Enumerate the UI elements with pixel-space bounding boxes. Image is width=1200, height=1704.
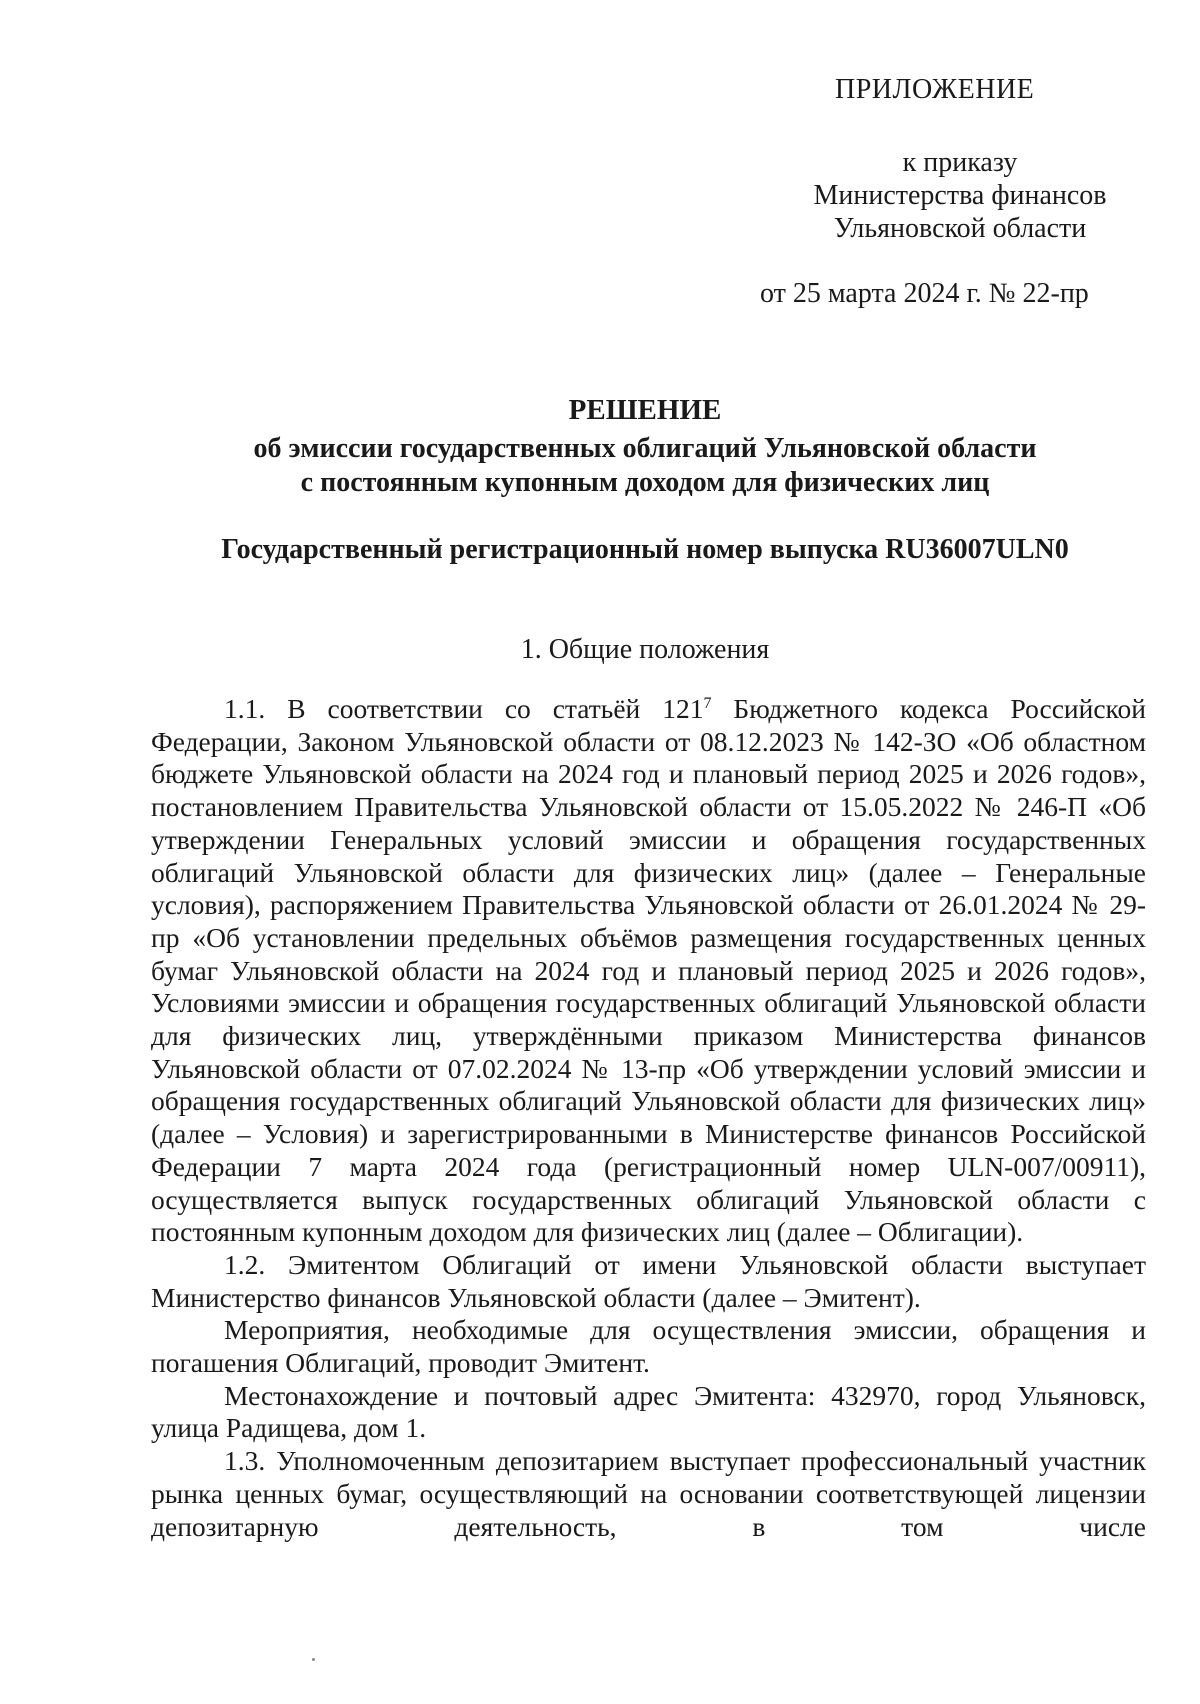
paragraph-1-1 [151, 693, 1146, 1249]
paragraph-1-2-measures: Мероприятия, необходимые для осуществления эмиссии, обращения и погашения Облигаций, проводит Эмитент. [151, 1314, 1146, 1379]
document-body [151, 693, 1146, 1543]
decision-title: РЕШЕНИЕ [568, 394, 722, 426]
paragraph-1-2-address: Местонахождение и почтовый адрес Эмитента: 432970, город Ульяновск, улица Радищева, дом 1. [151, 1379, 1146, 1444]
section-heading: 1. Общие положения [520, 634, 770, 665]
article-superscript: 7 [703, 694, 712, 712]
paragraph-1-3: 1.3. Уполномоченным депозитарием выступает профессиональный участник рынка ценных бумаг, осуществляющий на основании соответствующей лицензии депозитарную деятельность, в том числе [151, 1445, 1146, 1542]
order-date: от 25 марта 2024 г. № 22-пр [760, 278, 1089, 309]
decision-subtitle [0, 432, 1200, 500]
appendix-title: ПРИЛОЖЕНИЕ [835, 74, 1035, 105]
scan-speck [312, 1658, 315, 1661]
paragraph-1-1-rest: Бюджетного кодекса Российской Федерации, Законом Ульяновской области от 08.12.2023 № 142-ЗО «Об областном бюджете Ульяновской области на 2024 год и плановый период 2025 и 2026 годов», постановлением Правительства Ульяновской области от 15.05.2022 № 246-П «Об утверждении Генеральных условий эмиссии и обращения государственных облигаций Ульяновской области для физических лиц» (далее – Генеральные условия), распоряжением Правительства Ульяновской области от 26.01.2024 № 29-пр «Об установлении предельных объёмов размещения государственных ценных бумаг Ульяновской области на 2024 год и плановый период 2025 и 2026 годов», Условиями эмиссии и обращения государственных облигаций Ульяновской области для физических лиц, утверждёнными приказом Министерства финансов Ульяновской области от 07.02.2024 № 13-пр «Об утверждении условий эмиссии и обращения государственных облигаций Ульяновской области для физических лиц» (далее – Условия) и зарегистрированными в Министерстве финансов Российской Федерации 7 марта 2024 года (регистрационный номер ULN-007/00911), осуществляется выпуск государственных облигаций Ульяновской области с постоянным купонным доходом для физических лиц (далее – Облигации). [151, 693, 1146, 1248]
subtitle-line: с постоянным купонным доходом для физических лиц [300, 467, 990, 498]
order-line: Министерства финансов [813, 180, 1107, 211]
paragraph-1-1-start: 1.1. В соответствии со статьёй 121 [224, 693, 704, 724]
order-line: к приказу [902, 147, 1018, 178]
paragraph-1-2: 1.2. Эмитентом Облигаций от имени Ульяновской области выступает Министерство финансов Ульяновской области (далее – Эмитент). [151, 1248, 1146, 1313]
order-line: Ульяновской области [833, 213, 1087, 244]
order-reference [760, 146, 1160, 245]
subtitle-line: об эмиссии государственных облигаций Ульяновской области [253, 433, 1037, 464]
registration-number: Государственный регистрационный номер выпуска RU36007ULN0 [221, 534, 1069, 565]
